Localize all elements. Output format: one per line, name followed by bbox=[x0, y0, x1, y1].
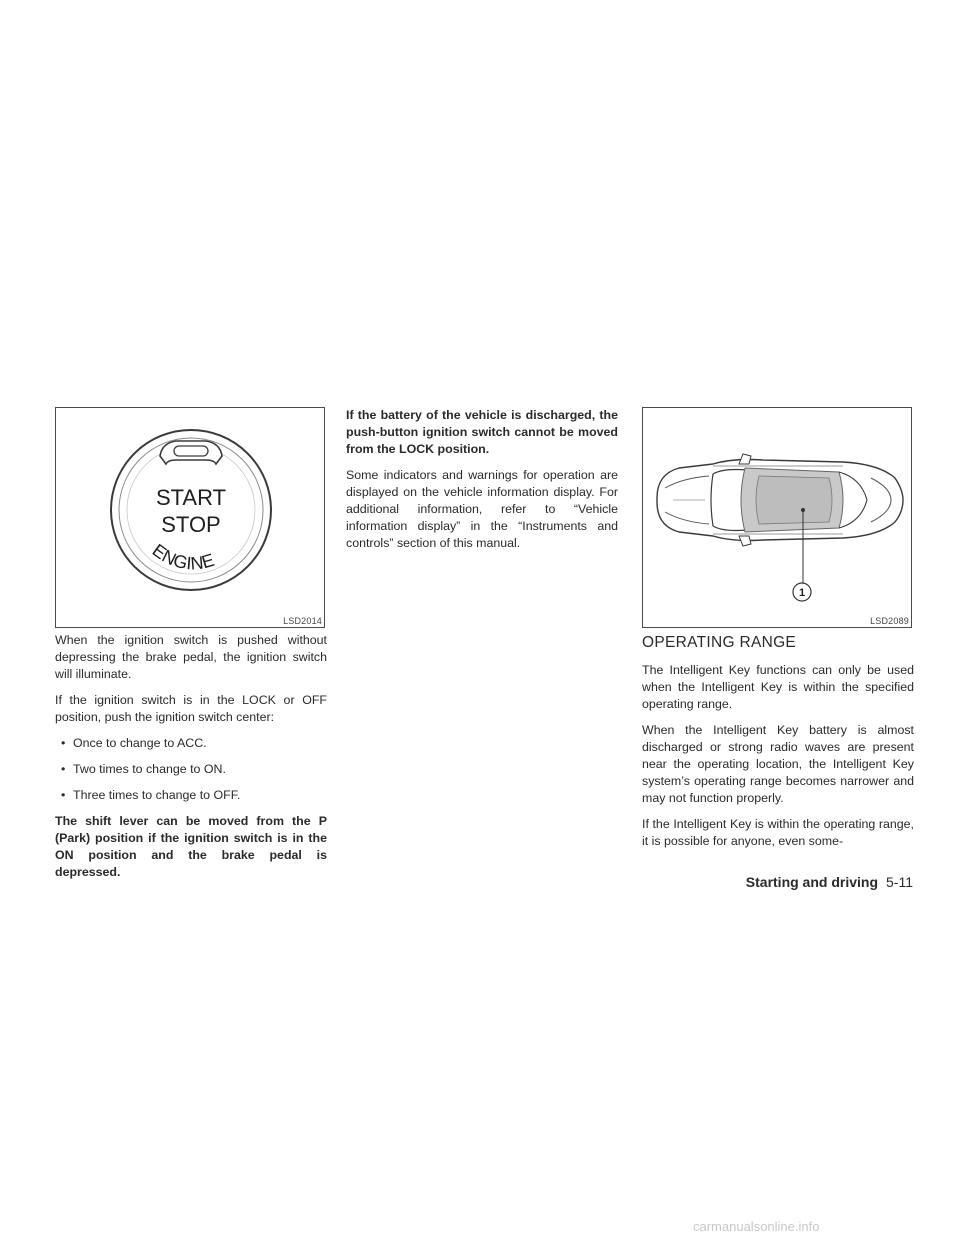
section-heading: OPERATING RANGE bbox=[642, 634, 797, 651]
car-top-view-illustration bbox=[643, 408, 911, 627]
list-item: • Once to change to ACC. bbox=[55, 735, 327, 752]
bold-paragraph: The shift lever can be moved from the P (Park) position if the ignition switch is in the ON position and the brake pedal is depressed. bbox=[55, 814, 327, 879]
bold-paragraph: If the battery of the vehicle is discharged, the push-button ignition switch cannot be moved from the LOCK position. bbox=[346, 408, 618, 456]
paragraph: When the ignition switch is pushed without depressing the brake pedal, the ignition switch will illuminate. bbox=[55, 633, 327, 681]
paragraph: If the ignition switch is in the LOCK or OFF position, push the ignition switch center: bbox=[55, 693, 327, 724]
right-body-text bbox=[642, 662, 914, 859]
list-item: • Three times to change to OFF. bbox=[55, 787, 327, 804]
start-stop-button-figure bbox=[55, 407, 325, 628]
page-number: 5-11 bbox=[886, 874, 913, 890]
operating-range-figure bbox=[642, 407, 912, 628]
page-footer bbox=[746, 874, 913, 890]
start-stop-button-illustration bbox=[56, 408, 324, 627]
left-body-text bbox=[55, 632, 327, 890]
figure-code: LSD2089 bbox=[870, 616, 909, 626]
callout-number: 1 bbox=[798, 587, 806, 599]
stop-label: STOP bbox=[161, 512, 221, 537]
start-label: START bbox=[155, 485, 227, 510]
bullet-list bbox=[55, 735, 327, 804]
figure-code: LSD2014 bbox=[283, 616, 322, 626]
watermark: carmanualsonline.info bbox=[693, 1219, 820, 1234]
paragraph: If the Intelligent Key is within the operating range, it is possible for anyone, even some- bbox=[642, 817, 914, 848]
list-item: • Two times to change to ON. bbox=[55, 761, 327, 778]
chapter-title: Starting and driving bbox=[745, 874, 879, 890]
paragraph: Some indicators and warnings for operation are displayed on the vehicle information display. For additional information, refer to “Vehicle information display” in the “Instruments and controls” section of this manual. bbox=[346, 468, 618, 550]
paragraph: When the Intelligent Key battery is almost discharged or strong radio waves are present near the operating location, the Intelligent Key system’s operating range becomes narrower and may not function properly. bbox=[642, 723, 914, 805]
engine-label: ENGINE bbox=[148, 539, 217, 574]
middle-body-text bbox=[346, 407, 618, 561]
paragraph: The Intelligent Key functions can only be used when the Intelligent Key is within the specified operating range. bbox=[642, 663, 914, 711]
